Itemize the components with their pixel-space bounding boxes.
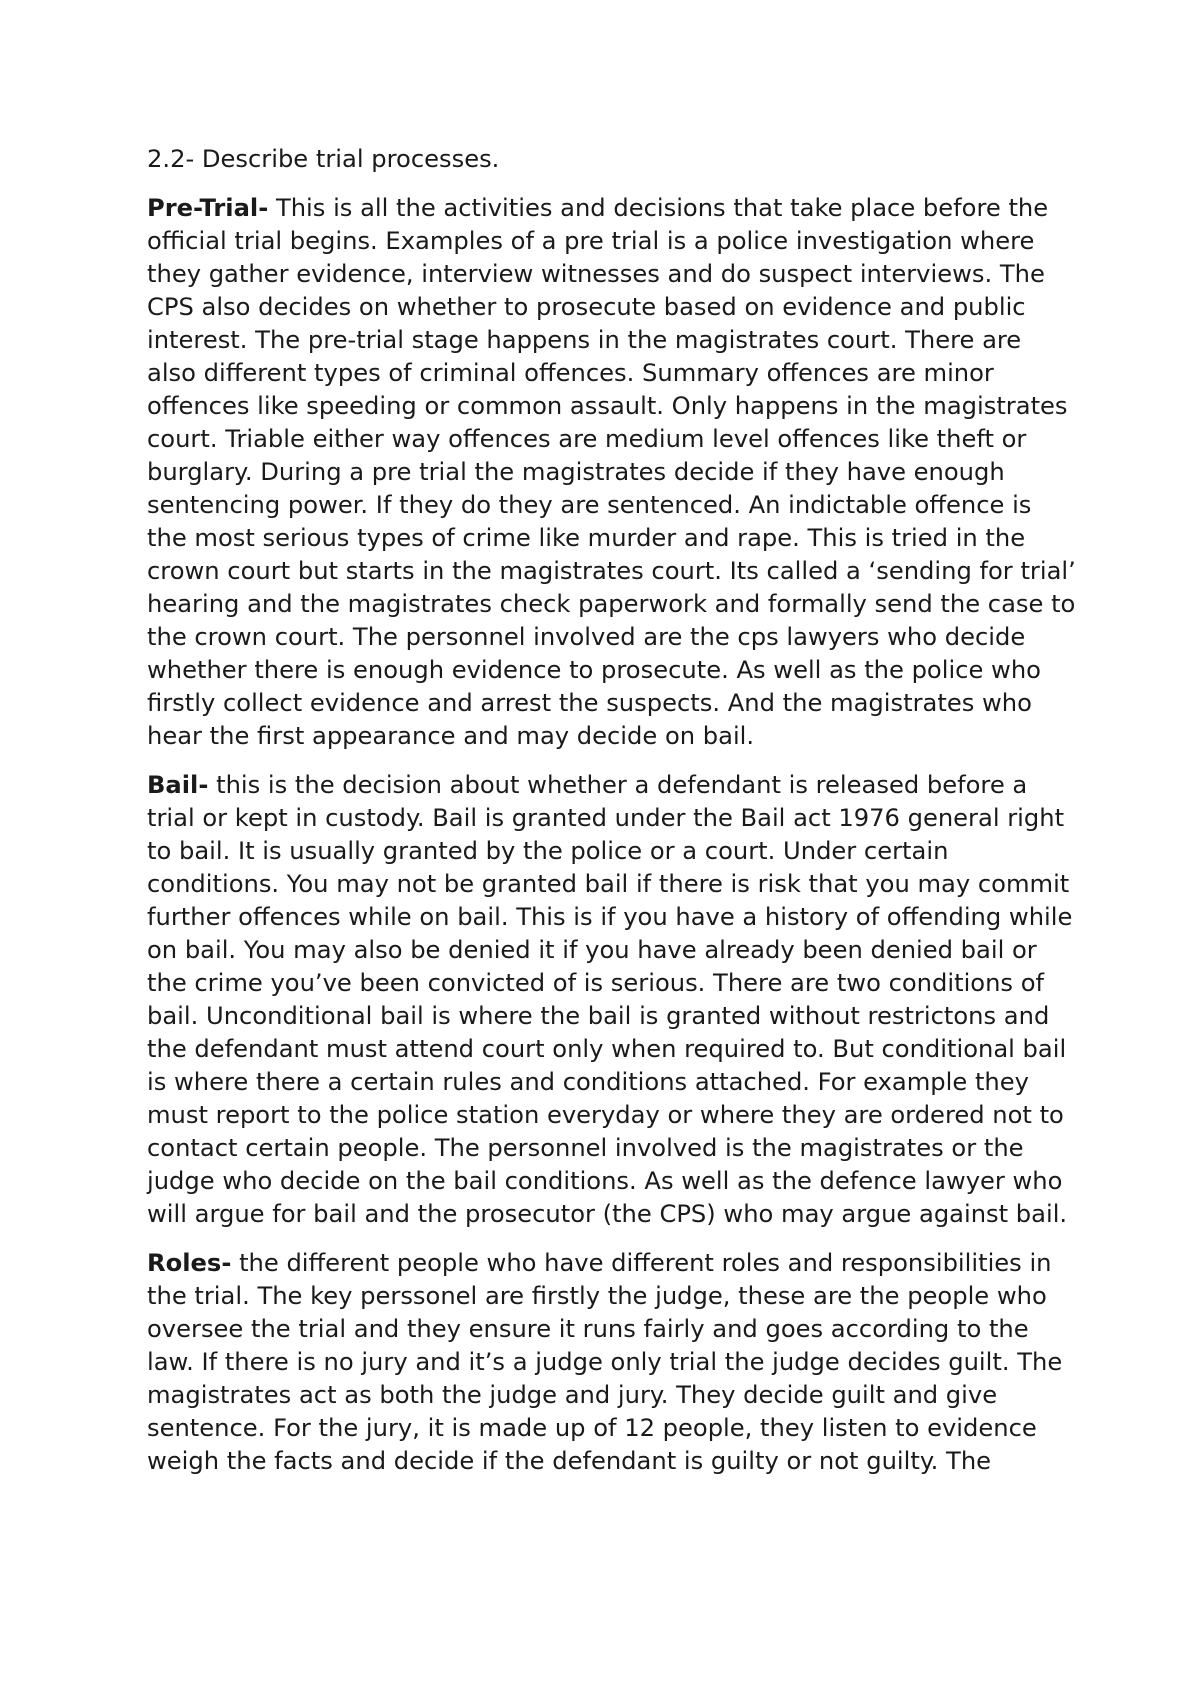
document-body (147, 143, 1077, 1494)
section-label-roles: Roles- (147, 1249, 232, 1277)
section-text-bail: this is the decision about whether a defendant is released before a trial or kept in custody. Bail is granted under the Bail act 1976 general right to bail. It is usually granted by the police or a court. Under certain conditions. You may not be granted bail if there is risk that you may commit further offences while on bail. This is if you have a history of offending while on bail. You may also be denied it if you have already been denied bail or the crime you’ve been convicted of is serious. There are two conditions of bail. Unconditional bail is where the bail is granted without restrictons and the defendant must attend court only when required to. But conditional bail is where there a certain rules and conditions attached. For example they must report to the police station everyday or where they are ordered not to contact certain people. The personnel involved is the magistrates or the judge who decide on the bail conditions. As well as the defence lawyer who will argue for bail and the prosecutor (the CPS) who may argue against bail. (147, 771, 1073, 1228)
section-roles (147, 1247, 1077, 1478)
section-pre-trial (147, 192, 1077, 753)
section-text-roles: the different people who have different roles and responsibilities in the trial. The key perssonel are firstly the judge, these are the people who oversee the trial and they ensure it runs fairly and goes according to the law. If there is no jury and it’s a judge only trial the judge decides guilt. The magistrates act as both the judge and jury. They decide guilt and give sentence. For the jury, it is made up of 12 people, they listen to evidence weigh the facts and decide if the defendant is guilty or not guilty. The (147, 1249, 1063, 1475)
section-text-pre-trial: This is all the activities and decisions that take place before the official trial begins. Examples of a pre trial is a police investigation where they gather evidence, interview witnesses and do suspect interviews. The CPS also decides on whether to prosecute based on evidence and public interest. The pre-trial stage happens in the magistrates court. There are also different types of criminal offences. Summary offences are minor offences like speeding or common assault. Only happens in the magistrates court. Triable either way offences are medium level offences like theft or burglary. During a pre trial the magistrates decide if they have enough sentencing power. If they do they are sentenced. An indictable offence is the most serious types of crime like murder and rape. This is tried in the crown court but starts in the magistrates court. Its called a ‘sending for trial’ hearing and the magistrates check paperwork and formally send the case to the crown court. The personnel involved are the cps lawyers who decide whether there is enough evidence to prosecute. As well as the police who firstly collect evidence and arrest the suspects. And the magistrates who hear the first appearance and may decide on bail. (147, 194, 1076, 750)
section-label-bail: Bail- (147, 771, 209, 799)
section-bail (147, 769, 1077, 1231)
document-heading: 2.2- Describe trial processes. (147, 145, 500, 173)
section-label-pre-trial: Pre-Trial- (147, 194, 269, 222)
